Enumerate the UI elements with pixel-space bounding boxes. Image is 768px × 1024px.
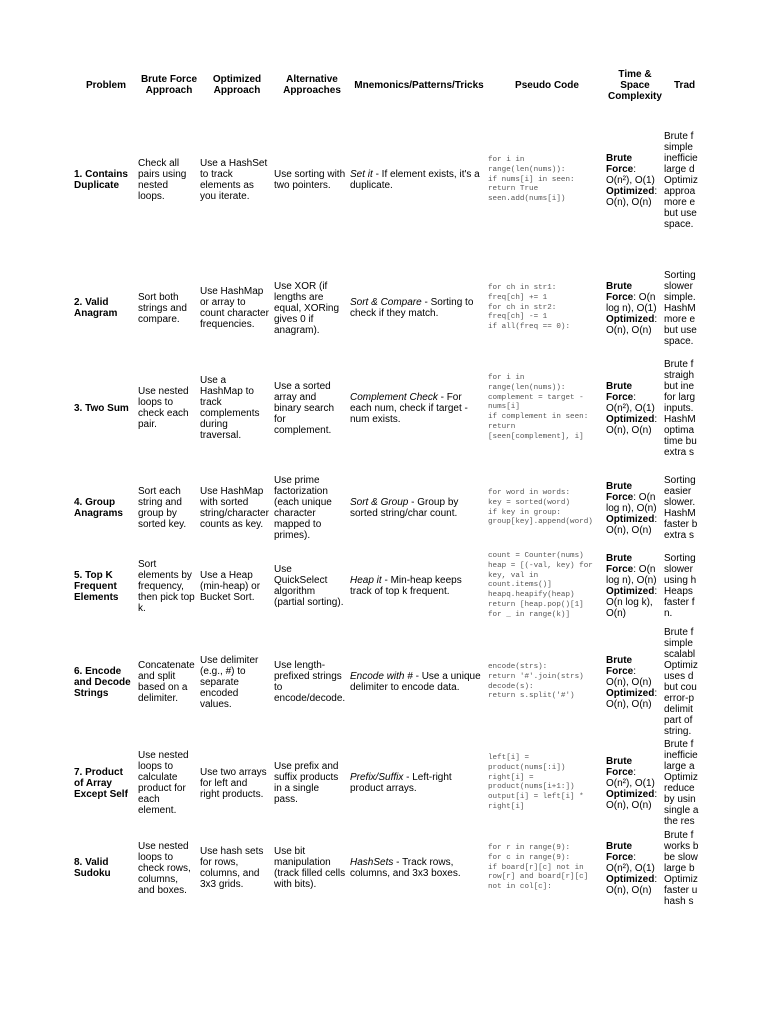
mnemonic xyxy=(350,392,486,425)
alternative-approach: Use length- prefixed strings to encode/decode. xyxy=(274,660,346,704)
complexity-brute-value: : O(n²), O(1) xyxy=(606,392,655,414)
mnemonic-key: Encode with # xyxy=(350,671,413,682)
time-space-complexity xyxy=(606,655,666,710)
time-space-complexity xyxy=(606,281,666,336)
mnemonic-key: Set it xyxy=(350,169,373,180)
header-optimized: Optimized Approach xyxy=(212,74,262,96)
brute-force-approach: Use nested loops to check each pair. xyxy=(138,386,189,430)
mnemonic-text: - If element exists, it's a duplicate. xyxy=(350,169,480,191)
complexity-brute-value: : O(n), O(n) xyxy=(606,666,652,688)
alternative-approach: Use sorting with two pointers. xyxy=(274,169,346,191)
problem-name: 5. Top K Frequent Elements xyxy=(74,570,119,603)
time-space-complexity xyxy=(606,381,666,436)
brute-force-approach: Use nested loops to check rows, columns, and boxes. xyxy=(138,841,191,896)
complexity-brute-value: : O(n²), O(1) xyxy=(606,164,655,186)
complexity-optimized-value: : O(n), O(n) xyxy=(606,874,658,896)
mnemonic-text: - Group by sorted string/char count. xyxy=(350,497,459,519)
pseudo-code: encode(strs): return '#'.join(strs) decode(s): return s.split('#') xyxy=(488,663,584,701)
alternative-approach: Use QuickSelect algorithm (partial sorting). xyxy=(274,564,344,608)
problem-name: 1. Contains Duplicate xyxy=(74,169,128,191)
complexity-brute-value: : O(n log n), O(n) xyxy=(606,564,657,586)
complexity-optimized-value: : O(n), O(n) xyxy=(606,514,658,536)
brute-force-approach: Sort both strings and compare. xyxy=(138,292,187,325)
mnemonic-text: - Min-heap keeps track of top k frequent. xyxy=(350,575,462,597)
mnemonic xyxy=(350,297,486,319)
optimized-approach: Use hash sets for rows, columns, and 3x3 grids. xyxy=(200,846,264,890)
alternative-approach: Use XOR (if lengths are equal, XORing gives 0 if anagram). xyxy=(274,281,340,336)
optimized-approach: Use HashMap with sorted string/character counts as key. xyxy=(200,486,269,530)
tradeoffs: Brute f straigh but ine for larg inputs. HashM optima time bu extra s xyxy=(664,359,697,458)
complexity-optimized-value: : O(n), O(n) xyxy=(606,414,658,436)
mnemonic-text: - Sorting to check if they match. xyxy=(350,297,474,319)
pseudo-code: left[i] = product(nums[:i]) right[i] = product(nums[i+1:]) output[i] = left[i] * right[i] xyxy=(488,754,584,811)
brute-force-approach: Use nested loops to calculate product for each element. xyxy=(138,750,189,816)
complexity-brute-label: Brute Force xyxy=(606,553,634,575)
tradeoffs: Brute f inefficie large a Optimiz reduce by usin single a the res xyxy=(664,739,699,827)
mnemonic xyxy=(350,772,486,794)
complexity-optimized-label: Optimized xyxy=(606,514,655,525)
mnemonic xyxy=(350,497,486,519)
mnemonic-key: Sort & Group xyxy=(350,497,409,508)
brute-force-approach: Concatenate and split based on a delimiter. xyxy=(138,660,195,704)
complexity-brute-value: : O(n²), O(1) xyxy=(606,852,655,874)
problem-name: 6. Encode and Decode Strings xyxy=(74,666,131,699)
complexity-optimized-label: Optimized xyxy=(606,314,655,325)
mnemonic-text: - Left-right product arrays. xyxy=(350,772,452,794)
optimized-approach: Use a Heap (min-heap) or Bucket Sort. xyxy=(200,570,261,603)
complexity-optimized-label: Optimized xyxy=(606,789,655,800)
pseudo-code: for i in range(len(nums)): if nums[i] in seen: return True seen.add(nums[i]) xyxy=(488,156,575,204)
alternative-approach: Use bit manipulation (track filled cells with bits). xyxy=(274,846,346,890)
complexity-brute-value: : O(n²), O(1) xyxy=(606,767,655,789)
header-mnemonics: Mnemonics/Patterns/Tricks xyxy=(354,80,484,91)
complexity-optimized-value: : O(n), O(n) xyxy=(606,186,658,208)
complexity-optimized-label: Optimized xyxy=(606,874,655,885)
mnemonic-key: Heap it xyxy=(350,575,382,586)
mnemonic-text: - For each num, check if target - num exists. xyxy=(350,392,468,425)
time-space-complexity xyxy=(606,153,666,208)
mnemonic xyxy=(350,575,486,597)
alternative-approach: Use a sorted array and binary search for complement. xyxy=(274,381,335,436)
header-tradeoffs: Trad xyxy=(674,80,696,91)
mnemonic xyxy=(350,671,486,693)
time-space-complexity xyxy=(606,841,666,896)
header-pseudo-code: Pseudo Code xyxy=(515,80,579,91)
mnemonic xyxy=(350,169,486,191)
complexity-brute-label: Brute Force xyxy=(606,381,634,403)
tradeoffs: Sorting easier slower. HashM faster b extra s xyxy=(664,475,698,541)
complexity-brute-label: Brute Force xyxy=(606,153,634,175)
complexity-brute-label: Brute Force xyxy=(606,655,634,677)
mnemonic-key: Sort & Compare xyxy=(350,297,422,308)
mnemonic-key: Prefix/Suffix xyxy=(350,772,404,783)
optimized-approach: Use a HashMap to track complements during traversal. xyxy=(200,375,260,441)
brute-force-approach: Sort each string and group by sorted key. xyxy=(138,486,187,530)
optimized-approach: Use HashMap or array to count character frequencies. xyxy=(200,286,269,330)
tradeoffs: Brute f simple scalabl Optimiz uses d but cou error-p delimit part of string. xyxy=(664,627,698,737)
complexity-brute-label: Brute Force xyxy=(606,841,634,863)
pseudo-code: for r in range(9): for c in range(9): if board[r][c] not in row[r] and board[r][c] not in col[c]: xyxy=(488,844,589,892)
complexity-brute-label: Brute Force xyxy=(606,481,634,503)
header-complexity: Time & Space Complexity xyxy=(608,69,662,102)
pseudo-code: for ch in str1: freq[ch] += 1 for ch in str2: freq[ch] -= 1 if all(freq == 0): xyxy=(488,284,571,332)
complexity-optimized-label: Optimized xyxy=(606,586,655,597)
mnemonic-text: - Use a unique delimiter to encode data. xyxy=(350,671,481,693)
complexity-optimized-value: : O(n), O(n) xyxy=(606,688,658,710)
pseudo-code: for word in words: key = sorted(word) if key in group: group[key].append(word) xyxy=(488,489,593,527)
alternative-approach: Use prime factorization (each unique character mapped to primes). xyxy=(274,475,332,541)
mnemonic-key: Complement Check xyxy=(350,392,438,403)
optimized-approach: Use two arrays for left and right products. xyxy=(200,767,267,800)
time-space-complexity xyxy=(606,481,666,536)
pseudo-code: count = Counter(nums) heap = [(-val, key) for key, val in count.items()] heapq.heapify(heap) return [heap.pop()[1] for _ in range(k)] xyxy=(488,552,593,619)
complexity-brute-label: Brute Force xyxy=(606,281,634,303)
complexity-optimized-value: : O(n), O(n) xyxy=(606,789,658,811)
tradeoffs: Brute f simple inefficie large d Optimiz approa more e but use space. xyxy=(664,131,698,230)
header-alternative: Alternative Approaches xyxy=(283,74,341,96)
header-brute-force: Brute Force Approach xyxy=(140,74,198,96)
brute-force-approach: Check all pairs using nested loops. xyxy=(138,158,187,202)
pseudo-code: for i in range(len(nums)): complement = target - nums[i] if complement in seen: return [seen[complement], i] xyxy=(488,374,589,441)
tradeoffs: Brute f works b be slow large b Optimiz faster u hash s xyxy=(664,830,699,907)
complexity-brute-value: : O(n log n), O(n) xyxy=(606,492,657,514)
complexity-brute-value: : O(n log n), O(1) xyxy=(606,292,657,314)
brute-force-approach: Sort elements by frequency, then pick top k. xyxy=(138,559,195,614)
complexity-optimized-label: Optimized xyxy=(606,186,655,197)
header-problem: Problem xyxy=(85,80,126,91)
mnemonic-text: - Track rows, columns, and 3x3 boxes. xyxy=(350,857,461,879)
complexity-optimized-value: : O(n), O(n) xyxy=(606,314,658,336)
time-space-complexity xyxy=(606,553,666,619)
complexity-optimized-label: Optimized xyxy=(606,414,655,425)
problem-name: 3. Two Sum xyxy=(74,403,129,414)
problem-name: 2. Valid Anagram xyxy=(74,297,118,319)
complexity-brute-label: Brute Force xyxy=(606,756,634,778)
problem-name: 4. Group Anagrams xyxy=(74,497,123,519)
problem-name: 8. Valid Sudoku xyxy=(74,857,111,879)
mnemonic xyxy=(350,857,486,879)
mnemonic-key: HashSets xyxy=(350,857,394,868)
complexity-optimized-value: : O(n log k), O(n) xyxy=(606,586,658,619)
complexity-optimized-label: Optimized xyxy=(606,688,655,699)
optimized-approach: Use delimiter (e.g., #) to separate encoded values. xyxy=(200,655,259,710)
problem-name: 7. Product of Array Except Self xyxy=(74,767,128,800)
optimized-approach: Use a HashSet to track elements as you iterate. xyxy=(200,158,268,202)
alternative-approach: Use prefix and suffix products in a single pass. xyxy=(274,761,339,805)
time-space-complexity xyxy=(606,756,666,811)
tradeoffs: Sorting slower simple. HashM more e but use space. xyxy=(664,270,697,347)
tradeoffs: Sorting slower using h Heaps faster f n. xyxy=(664,553,697,619)
